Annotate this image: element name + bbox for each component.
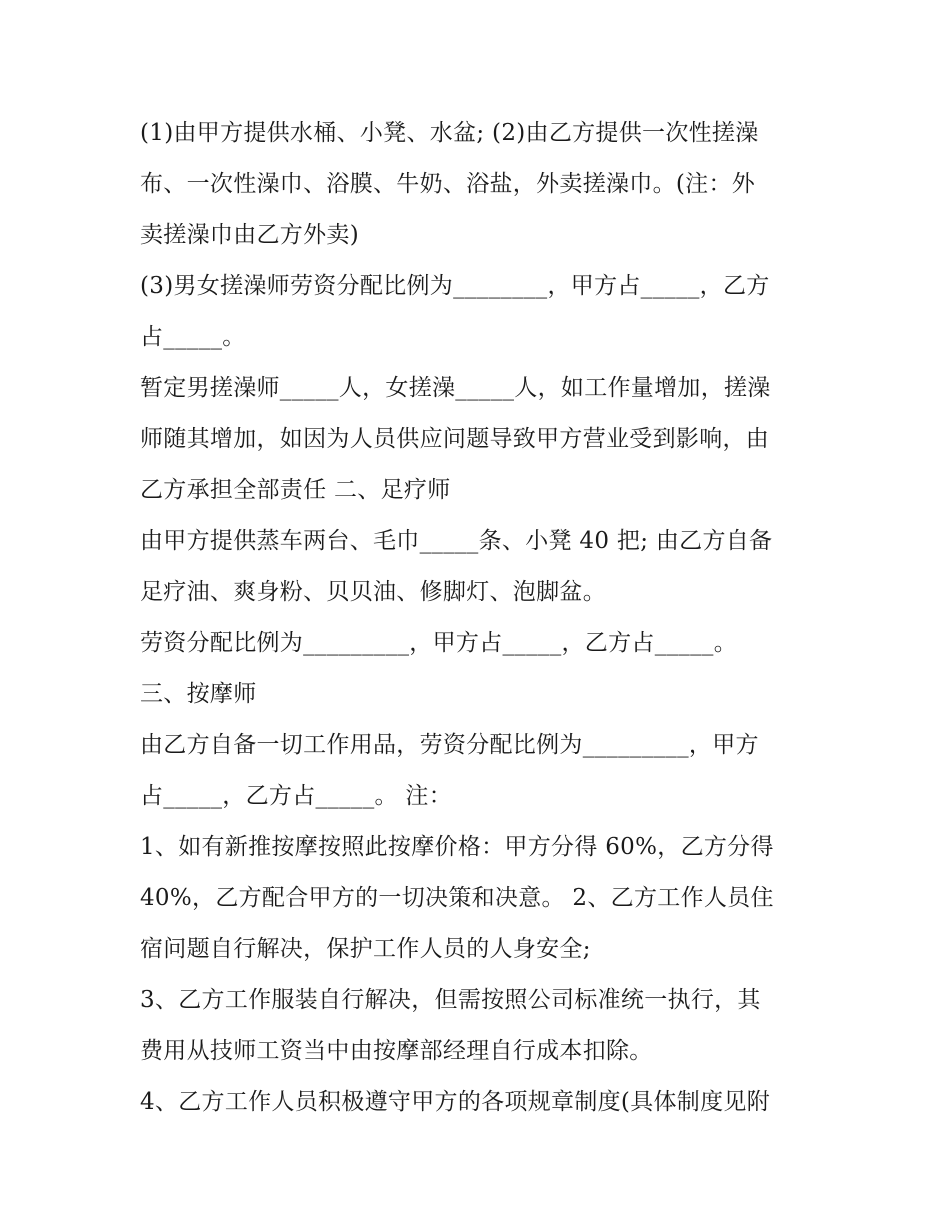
text-line: 宿问题自行解决，保护工作人员的人身安全; [140,936,591,962]
document-body [140,108,820,1128]
text-line: 暂定男搓澡师_____人，女搓澡_____人，如工作量增加，搓澡 [140,375,771,401]
text-line: (3)男女搓澡师劳资分配比例为________，甲方占_____，乙方 [140,273,770,299]
text-line: 由甲方提供蒸车两台、毛巾_____条、小凳 40 把; 由乙方自备 [140,528,773,554]
text-line: 1、如有新推按摩按照此按摩价格：甲方分得 60%，乙方分得 [140,834,774,860]
section-heading: 三、按摩师 [140,681,257,707]
text-line: 师随其增加，如因为人员供应问题导致甲方营业受到影响，由 [140,426,770,452]
text-line: 3、乙方工作服装自行解决，但需按照公司标准统一执行，其 [140,987,761,1013]
text-line: 费用从技师工资当中由按摩部经理自行成本扣除。 [140,1038,653,1064]
text-line: 卖搓澡巾由乙方外卖) [140,222,359,248]
text-line: 占_____。 [140,324,246,350]
text-line: (1)由甲方提供水桶、小凳、水盆; (2)由乙方提供一次性搓澡 [140,120,759,146]
text-line: 劳资分配比例为_________，甲方占_____，乙方占_____。 [140,630,737,656]
text-line: 占_____，乙方占_____。 注： [140,783,453,809]
text-line: 布、一次性澡巾、浴膜、牛奶、浴盐，外卖搓澡巾。(注：外 [140,171,756,197]
text-line: 乙方承担全部责任 二、足疗师 [140,477,451,503]
text-line: 40%，乙方配合甲方的一切决策和决意。 2、乙方工作人员住 [140,885,774,911]
text-line: 由乙方自备一切工作用品，劳资分配比例为_________，甲方 [140,732,759,758]
text-line: 4、乙方工作人员积极遵守甲方的各项规章制度(具体制度见附 [140,1089,771,1115]
text-line: 足疗油、爽身粉、贝贝油、修脚灯、泡脚盆。 [140,579,606,605]
